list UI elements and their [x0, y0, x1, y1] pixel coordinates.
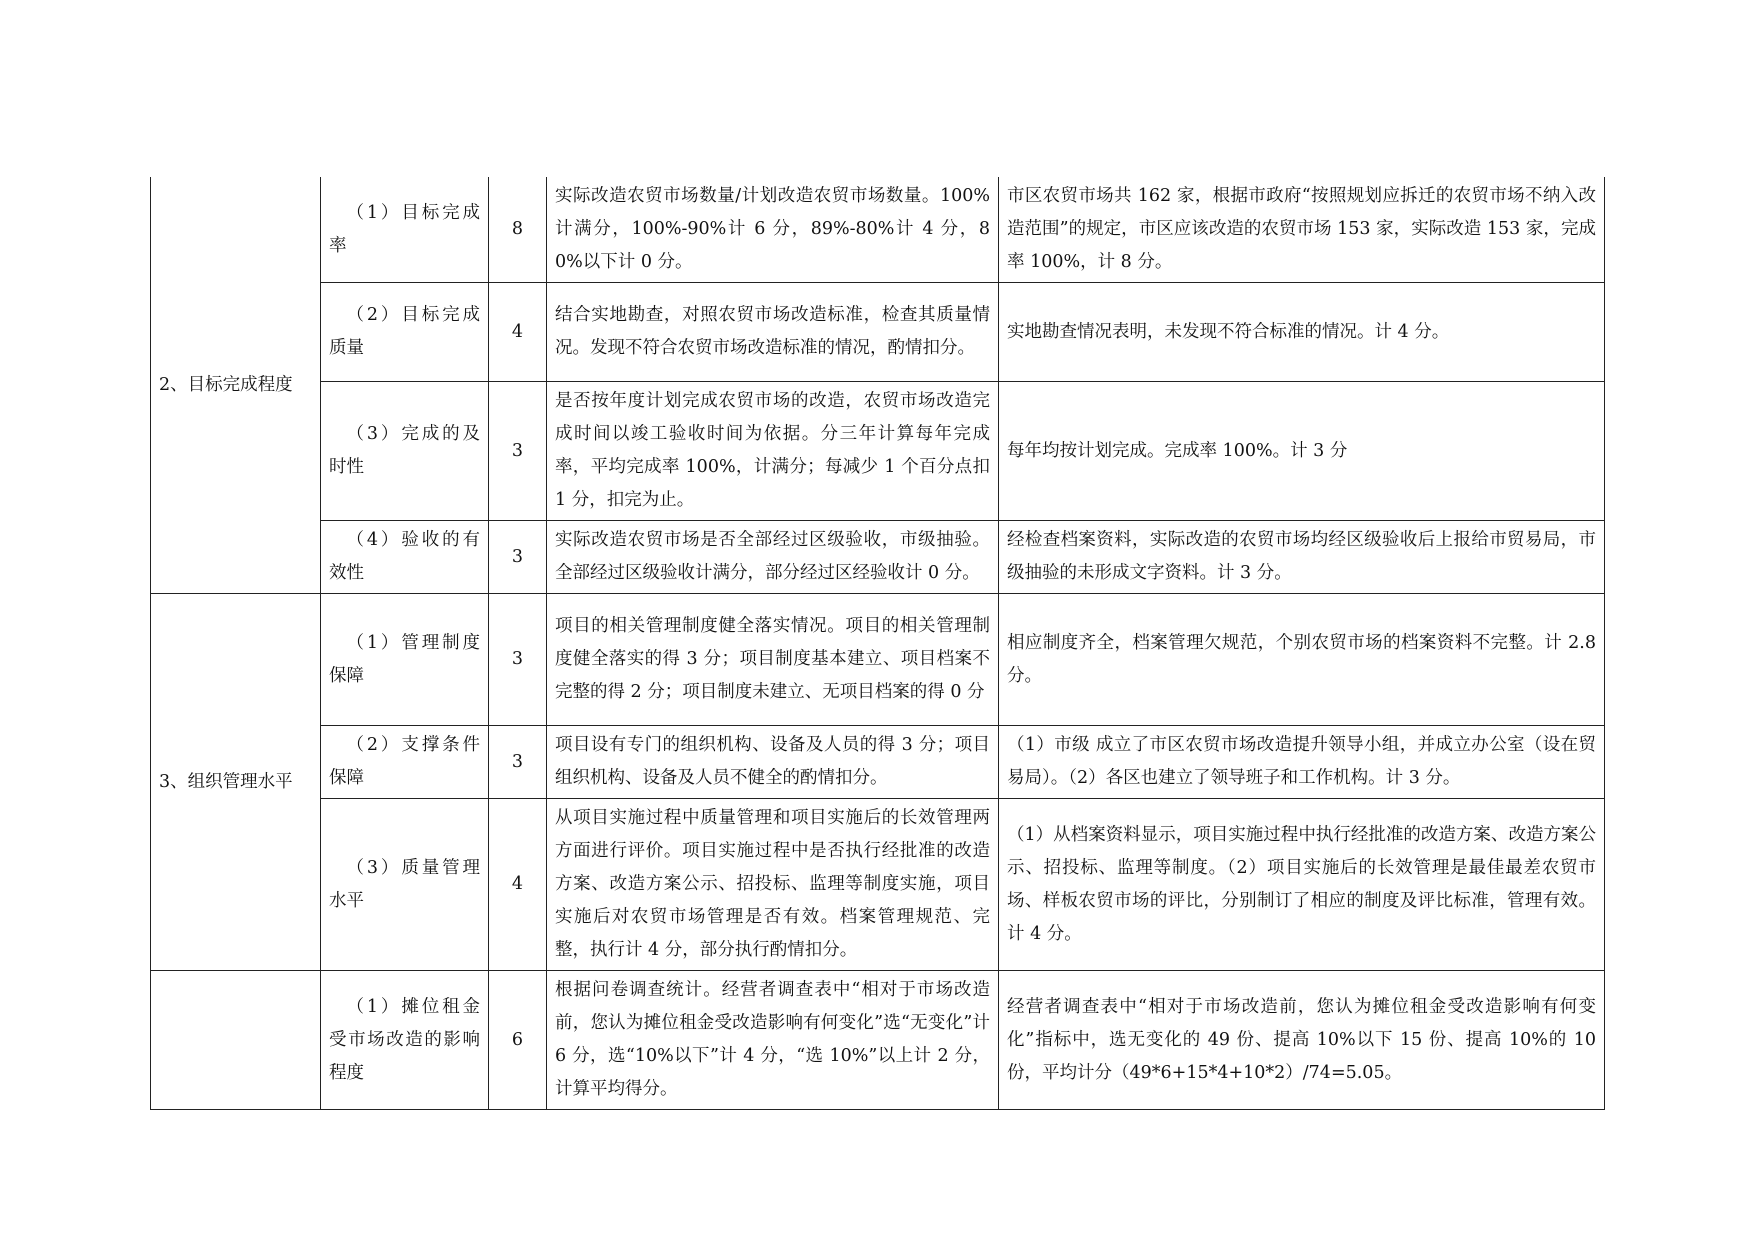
indicator-cell: （1）目标完成率: [321, 177, 489, 283]
indicator-cell: （2）目标完成质量: [321, 283, 489, 382]
table-row: [151, 594, 1605, 726]
indicator-cell: （1）管理制度保障: [321, 594, 489, 726]
criteria-cell: 实际改造农贸市场数量/计划改造农贸市场数量。100%计满分，100%-90%计 6 分，89%-80%计 4 分，80%以下计 0 分。: [547, 177, 999, 283]
indicator-cell: （2）支撑条件保障: [321, 726, 489, 799]
score-cell: 4: [489, 799, 547, 971]
result-cell: （1）从档案资料显示，项目实施过程中执行经批准的改造方案、改造方案公示、招投标、监理等制度。（2）项目实施后的长效管理是最佳最差农贸市场、样板农贸市场的评比，分别制订了相应的制度及评比标准，管理有效。计 4 分。: [999, 799, 1605, 971]
score-cell: 8: [489, 177, 547, 283]
result-cell: 经营者调查表中“相对于市场改造前，您认为摊位租金受改造影响有何变化”指标中，选无变化的 49 份、提高 10%以下 15 份、提高 10%的 10 份，平均计分（49*6+15*4+10*2）/74=5.05。: [999, 971, 1605, 1110]
table-row: [151, 799, 1605, 971]
category-cell: [151, 971, 321, 1110]
score-cell: 3: [489, 382, 547, 521]
score-cell: 4: [489, 283, 547, 382]
indicator-cell: （1）摊位租金受市场改造的影响程度: [321, 971, 489, 1110]
score-cell: 3: [489, 726, 547, 799]
criteria-cell: 项目的相关管理制度健全落实情况。项目的相关管理制度健全落实的得 3 分；项目制度基本建立、项目档案不完整的得 2 分；项目制度未建立、无项目档案的得 0 分: [547, 594, 999, 726]
criteria-cell: 实际改造农贸市场是否全部经过区级验收，市级抽验。全部经过区级验收计满分，部分经过区经验收计 0 分。: [547, 521, 999, 594]
criteria-cell: 是否按年度计划完成农贸市场的改造，农贸市场改造完成时间以竣工验收时间为依据。分三年计算每年完成率，平均完成率 100%，计满分；每减少 1 个百分点扣 1 分，扣完为止。: [547, 382, 999, 521]
criteria-cell: 根据问卷调查统计。经营者调查表中“相对于市场改造前，您认为摊位租金受改造影响有何变化”选“无变化”计 6 分，选“10%以下”计 4 分，“选 10%”以上计 2 分，计算平均得分。: [547, 971, 999, 1110]
result-cell: 市区农贸市场共 162 家，根据市政府“按照规划应拆迁的农贸市场不纳入改造范围”的规定，市区应该改造的农贸市场 153 家，实际改造 153 家，完成率 100%，计 8 分。: [999, 177, 1605, 283]
indicator-cell: （3）质量管理水平: [321, 799, 489, 971]
result-cell: 实地勘查情况表明，未发现不符合标准的情况。计 4 分。: [999, 283, 1605, 382]
table-row: [151, 521, 1605, 594]
table-row: [151, 726, 1605, 799]
table-row: [151, 283, 1605, 382]
result-cell: 相应制度齐全，档案管理欠规范，个别农贸市场的档案资料不完整。计 2.8 分。: [999, 594, 1605, 726]
result-cell: 每年均按计划完成。完成率 100%。计 3 分: [999, 382, 1605, 521]
category-cell: 3、组织管理水平: [151, 594, 321, 971]
criteria-cell: 结合实地勘查，对照农贸市场改造标准，检查其质量情况。发现不符合农贸市场改造标准的情况，酌情扣分。: [547, 283, 999, 382]
evaluation-table: [150, 177, 1605, 1110]
score-cell: 3: [489, 594, 547, 726]
table-row: [151, 971, 1605, 1110]
criteria-cell: 从项目实施过程中质量管理和项目实施后的长效管理两方面进行评价。项目实施过程中是否执行经批准的改造方案、改造方案公示、招投标、监理等制度实施，项目实施后对农贸市场管理是否有效。档案管理规范、完整，执行计 4 分，部分执行酌情扣分。: [547, 799, 999, 971]
score-cell: 6: [489, 971, 547, 1110]
result-cell: （1）市级 成立了市区农贸市场改造提升领导小组，并成立办公室（设在贸易局）。（2）各区也建立了领导班子和工作机构。计 3 分。: [999, 726, 1605, 799]
score-cell: 3: [489, 521, 547, 594]
indicator-cell: （4）验收的有效性: [321, 521, 489, 594]
category-cell: 2、目标完成程度: [151, 177, 321, 594]
indicator-cell: （3）完成的及时性: [321, 382, 489, 521]
result-cell: 经检查档案资料，实际改造的农贸市场均经区级验收后上报给市贸易局，市级抽验的未形成文字资料。计 3 分。: [999, 521, 1605, 594]
table-row: [151, 177, 1605, 283]
table-row: [151, 382, 1605, 521]
criteria-cell: 项目设有专门的组织机构、设备及人员的得 3 分；项目组织机构、设备及人员不健全的酌情扣分。: [547, 726, 999, 799]
